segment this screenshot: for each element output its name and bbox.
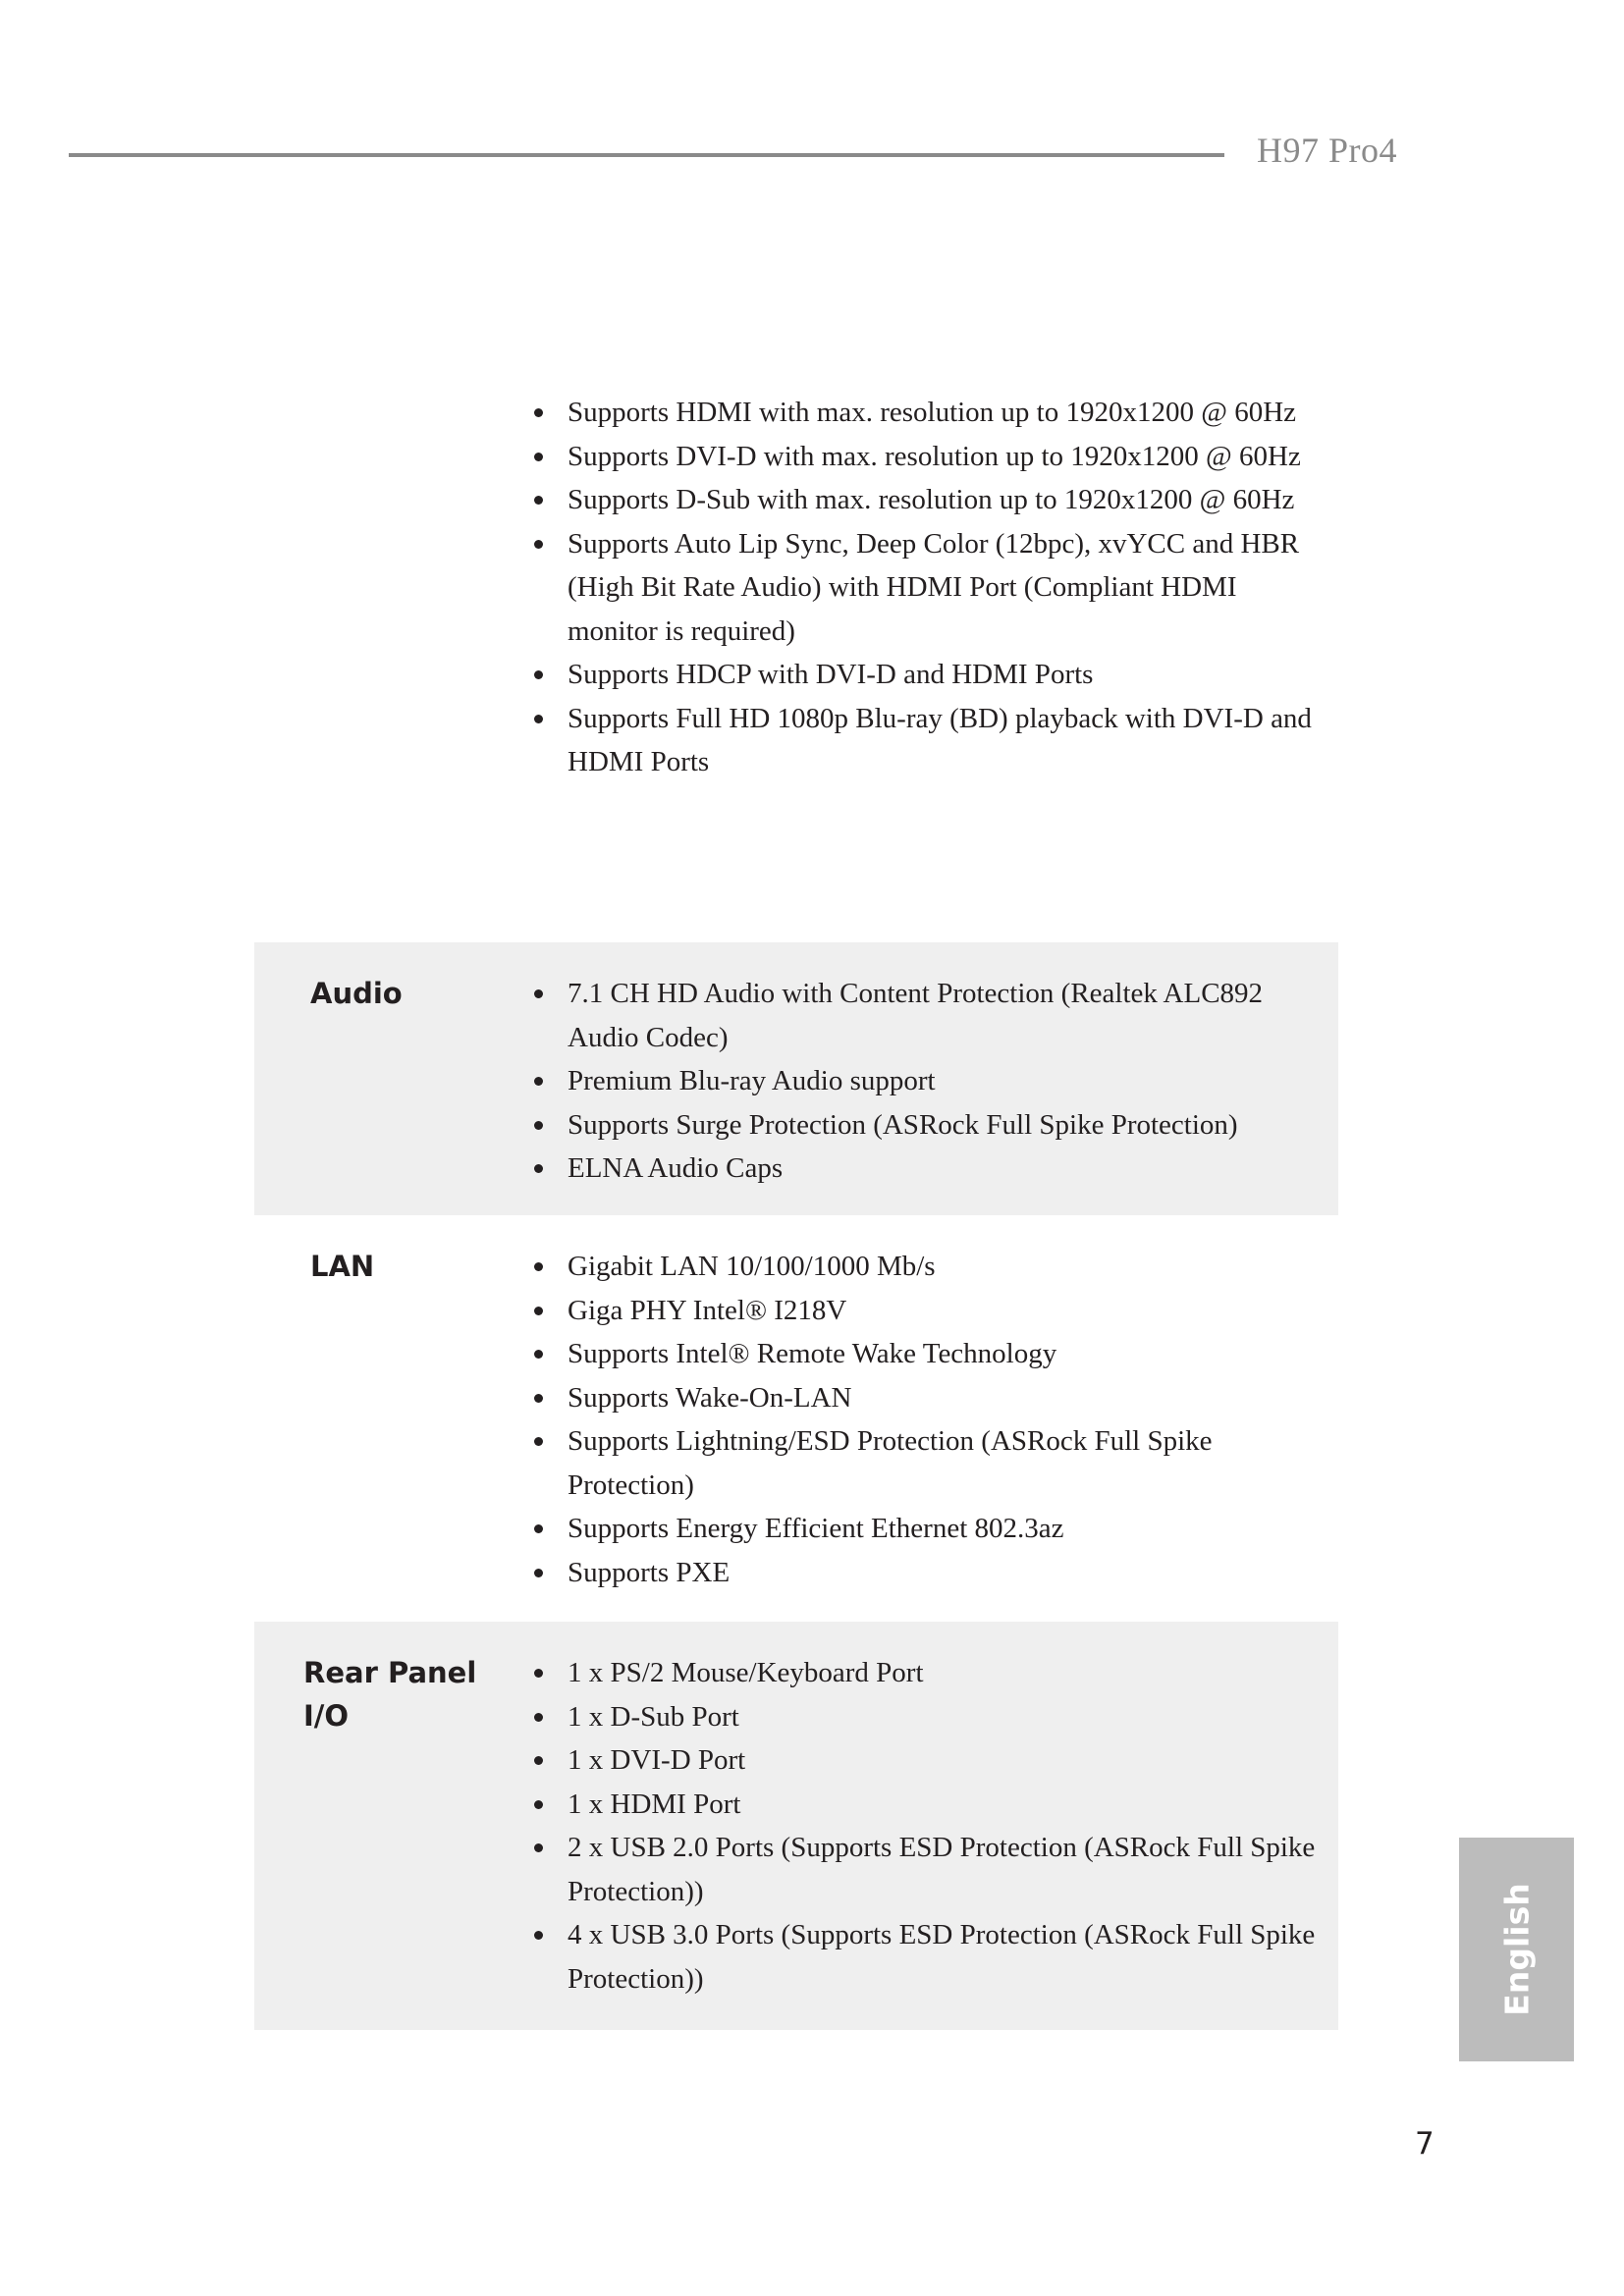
list-item: 2 x USB 2.0 Ports (Supports ESD Protection (ASRock Full Spike Protection)) [534, 1826, 1320, 1913]
audio-section [254, 942, 1338, 1215]
rear-panel-section [254, 1622, 1338, 2030]
list-item: Giga PHY Intel® I218V [534, 1289, 1320, 1333]
rear-panel-label [303, 1651, 476, 1737]
list-item: 7.1 CH HD Audio with Content Protection (Realtek ALC892 Audio Codec) [534, 972, 1320, 1059]
language-tab-label: English [1497, 1883, 1536, 2016]
rear-panel-label-line2: I/O [303, 1699, 350, 1733]
rear-panel-label-line1: Rear Panel [303, 1656, 477, 1689]
list-item: Supports Auto Lip Sync, Deep Color (12bpc), xvYCC and HBR (High Bit Rate Audio) with HDMI Port (Compliant HDMI monitor is required) [534, 522, 1320, 654]
lan-section [254, 1215, 1338, 1622]
lan-feature-list [534, 1245, 1320, 1594]
language-tab [1459, 1838, 1574, 2061]
graphics-section [254, 391, 1338, 911]
list-item: Supports Surge Protection (ASRock Full Spike Protection) [534, 1103, 1320, 1148]
list-item: Supports Energy Efficient Ethernet 802.3az [534, 1507, 1320, 1551]
list-item: Supports Intel® Remote Wake Technology [534, 1332, 1320, 1376]
list-item: Supports D-Sub with max. resolution up to 1920x1200 @ 60Hz [534, 478, 1320, 522]
lan-label: LAN [310, 1250, 375, 1283]
audio-label: Audio [310, 977, 403, 1010]
header-rule [69, 153, 1224, 157]
list-item: Supports HDCP with DVI-D and HDMI Ports [534, 653, 1320, 697]
list-item: 1 x PS/2 Mouse/Keyboard Port [534, 1651, 1320, 1695]
audio-feature-list [534, 972, 1320, 1191]
list-item: 1 x D-Sub Port [534, 1695, 1320, 1739]
list-item: Supports Wake-On-LAN [534, 1376, 1320, 1420]
list-item: Premium Blu-ray Audio support [534, 1059, 1320, 1103]
list-item: Gigabit LAN 10/100/1000 Mb/s [534, 1245, 1320, 1289]
list-item: ELNA Audio Caps [534, 1147, 1320, 1191]
graphics-feature-list [534, 391, 1320, 784]
list-item: Supports Full HD 1080p Blu-ray (BD) playback with DVI-D and HDMI Ports [534, 697, 1320, 784]
list-item: Supports PXE [534, 1551, 1320, 1595]
list-item: Supports DVI-D with max. resolution up to 1920x1200 @ 60Hz [534, 435, 1320, 479]
list-item: Supports Lightning/ESD Protection (ASRock Full Spike Protection) [534, 1419, 1320, 1507]
list-item: 4 x USB 3.0 Ports (Supports ESD Protection (ASRock Full Spike Protection)) [534, 1913, 1320, 2001]
list-item: 1 x HDMI Port [534, 1783, 1320, 1827]
rear-panel-feature-list [534, 1651, 1320, 2001]
list-item: Supports HDMI with max. resolution up to 1920x1200 @ 60Hz [534, 391, 1320, 435]
page-header-title: H97 Pro4 [1257, 131, 1398, 170]
list-item: 1 x DVI-D Port [534, 1738, 1320, 1783]
page-number: 7 [1415, 2126, 1435, 2162]
